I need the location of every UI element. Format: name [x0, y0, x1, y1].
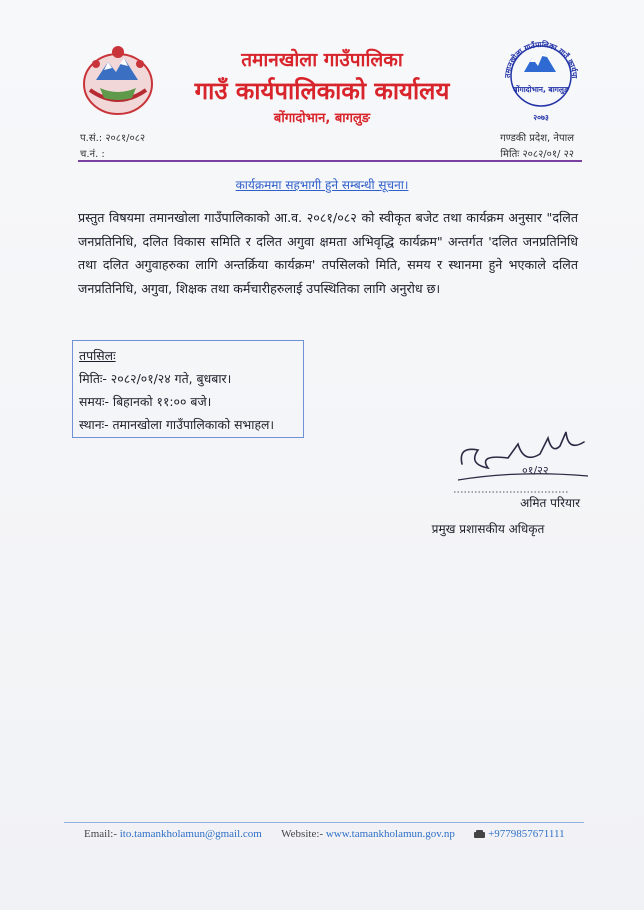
- logo-year-text: २०७३: [533, 113, 549, 122]
- notice-subject: कार्यक्रममा सहभागी हुने सम्बन्धी सूचना।: [235, 178, 409, 192]
- dispatch-number: च.नं. :: [80, 149, 105, 160]
- municipality-logo: [500, 34, 582, 124]
- letter-date: मितिः २०८२/०१/ २२: [500, 149, 574, 160]
- details-time: समयः- बिहानको ११:०० बजे।: [79, 394, 212, 409]
- details-box: [72, 340, 304, 438]
- details-title: तपसिलः: [79, 348, 116, 363]
- signature-date: ०१/२२: [522, 464, 549, 477]
- details-venue: स्थानः- तमानखोला गाउँपालिकाको सभाहल।: [79, 417, 275, 432]
- logo-place-text: बोंगादोभान, बागलुङ: [513, 85, 569, 94]
- office-address: बोंगादोभान, बागलुङ: [273, 111, 371, 126]
- header-divider: [78, 160, 582, 162]
- website-label: Website:-: [281, 828, 324, 840]
- municipality-name: तमानखोला गाउँपालिका: [241, 49, 403, 71]
- email-label: Email:-: [84, 828, 117, 840]
- notice-body: प्रस्तुत विषयमा तमानखोला गाउँपालिकाको आ.व. २०८१/०८२ को स्वीकृत बजेट तथा कार्यक्रम अनुसार "दलित जनप्रतिनिधि, दलित विकास समिति र दलित अगुवा क्षमता अभिवृद्धि कार्यक्रम" अन्तर्गत 'दलित जनप्रतिनिधि तथा दलित अगुवाहरुका लागि अन्तर्क्रिया कार्यक्रम' तपसिलको मिति, समय र स्थानमा हुने भएकाले दलित जनप्रतिनिधि, अगुवा, शिक्षक तथा कर्मचारीहरुलाई उपस्थितिका लागि अनुरोध छ।: [78, 210, 578, 296]
- logo-ring-text: तमानखोला गाउँपालिका गाउँ कार्यपा: [502, 39, 580, 79]
- office-name: गाउँ कार्यपालिकाको कार्यालय: [194, 77, 450, 105]
- province-label: गण्डकी प्रदेश, नेपाल: [500, 133, 574, 144]
- website-link[interactable]: www.tamankholamun.gov.np: [325, 828, 455, 840]
- reference-number: प.सं.: २०८१/०८२: [80, 133, 146, 144]
- signatory-title: प्रमुख प्रशासकीय अधिकृत: [431, 522, 545, 536]
- footer-divider: [64, 822, 584, 823]
- details-date: मितिः- २०८२/०१/२४ गते, बुधबार।: [79, 371, 232, 386]
- signature: [448, 424, 598, 496]
- signatory-name: अमित परियार: [520, 496, 580, 510]
- phone-icon: [474, 829, 485, 837]
- email-link[interactable]: ito.tamankholamun@gmail.com: [119, 828, 262, 840]
- phone-number[interactable]: +9779857671111: [488, 828, 565, 840]
- footer-contact: [84, 828, 565, 840]
